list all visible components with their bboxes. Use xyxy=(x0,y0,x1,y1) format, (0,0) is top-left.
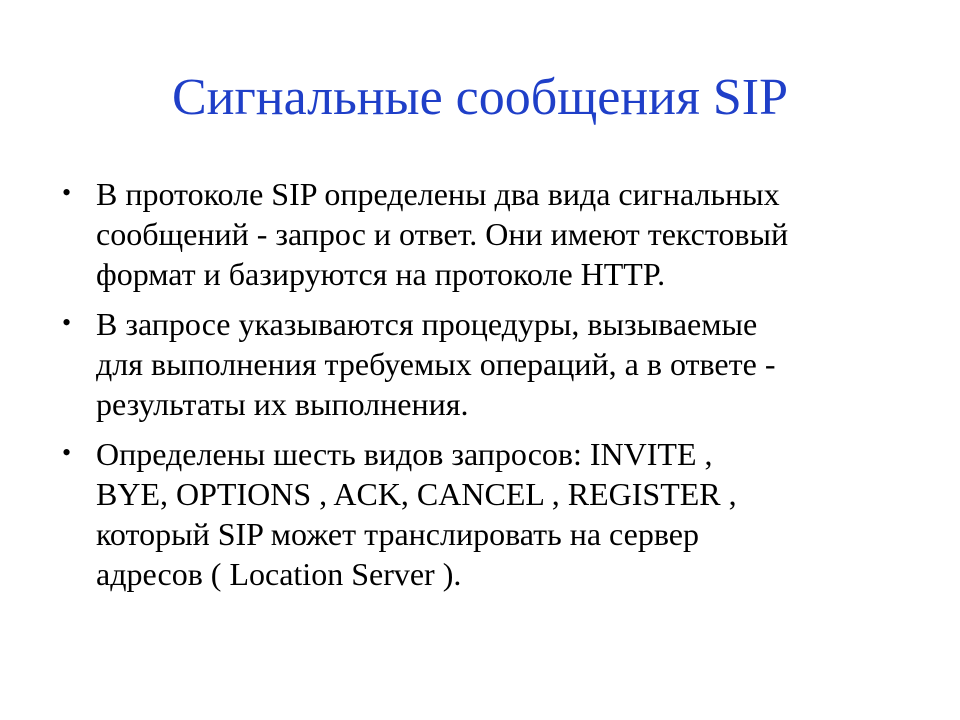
bullet-icon: • xyxy=(62,178,72,207)
bullet-list xyxy=(62,174,902,604)
bullet-line: сообщений - запрос и ответ. Они имеют текстовый xyxy=(96,216,789,252)
bullet-item-3 xyxy=(62,434,902,594)
bullet-line: результаты их выполнения. xyxy=(96,386,469,422)
bullet-line: Определены шесть видов запросов: INVITE , xyxy=(96,436,713,472)
slide-title: Сигнальные сообщения SIP xyxy=(171,69,789,126)
bullet-line: для выполнения требуемых операций, а в ответе - xyxy=(96,346,776,382)
bullet-text xyxy=(96,174,902,294)
bullet-item-2 xyxy=(62,304,902,424)
bullet-text xyxy=(96,304,902,424)
bullet-line: формат и базируются на протоколе HTTP. xyxy=(96,256,666,292)
bullet-icon: • xyxy=(62,308,72,337)
bullet-icon: • xyxy=(62,438,72,467)
bullet-line: адресов ( Location Server ). xyxy=(96,556,462,592)
bullet-line: В протоколе SIP определены два вида сигнальных xyxy=(96,176,780,212)
bullet-line: В запросе указываются процедуры, вызываемые xyxy=(96,306,758,342)
bullet-item-1 xyxy=(62,174,902,294)
bullet-line: BYE, OPTIONS , ACK, CANCEL , REGISTER , xyxy=(96,476,737,512)
bullet-line: который SIP может транслировать на сервер xyxy=(96,516,699,552)
bullet-text xyxy=(96,434,902,594)
